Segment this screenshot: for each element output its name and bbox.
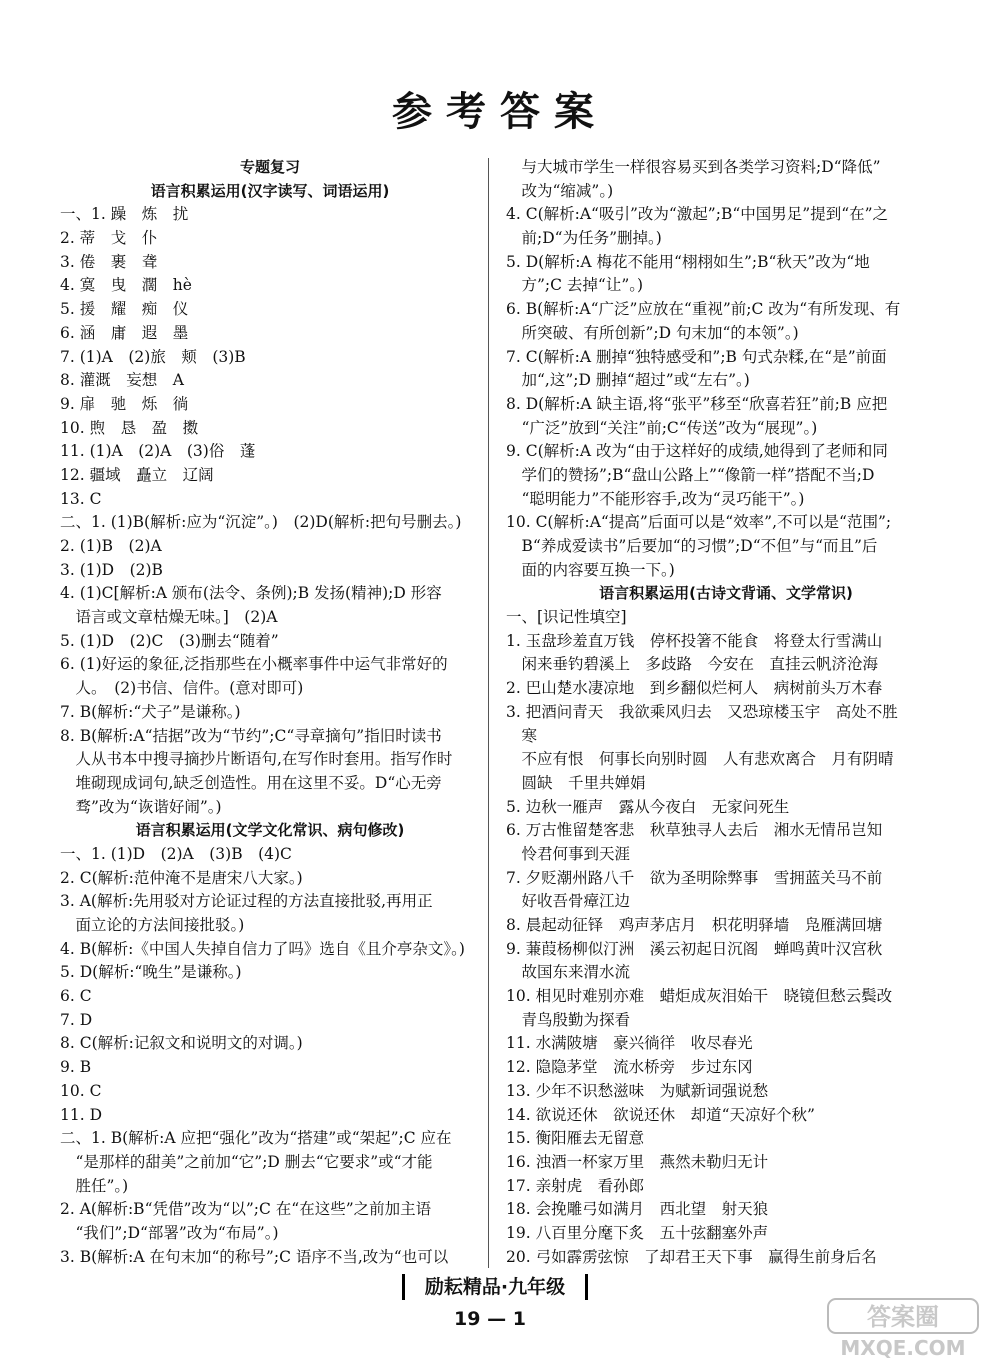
- answer-line: 3. A(解析:先用驳对方论证过程的方法直接批驳,再用正: [60, 892, 433, 911]
- answer-line: 8. D(解析:A 缺主语,将“张平”移至“欣喜若狂”前;B 应把: [506, 394, 888, 413]
- answer-line: 11. (1)A (2)A (3)俗 蓬: [60, 442, 256, 461]
- answer-line: 15. 衡阳雁去无留意: [506, 1129, 645, 1148]
- answer-line: 2. 巴山楚水凄凉地 到乡翻似烂柯人 病树前头万木春: [506, 679, 883, 698]
- answer-line: 6. 涵 庸 遐 墨: [60, 323, 189, 342]
- answer-line: 二、1. B(解析:A 应把“强化”改为“搭建”或“架起”;C 应在: [60, 1129, 452, 1148]
- answer-line: 二、1. (1)B(解析:应为“沉淀”。) (2)D(解析:把句号删去。): [60, 513, 462, 532]
- answer-line: 寒: [506, 726, 538, 745]
- answer-line: 16. 浊酒一杯家万里 燕然未勒归无计: [506, 1152, 769, 1171]
- answer-line: 一、1. 躁 炼 扰: [60, 205, 189, 224]
- answer-line: 3. (1)D (2)B: [60, 560, 163, 579]
- answer-line: 3. 倦 裹 聋: [60, 252, 158, 271]
- answer-line: “我们”;D“部署”改为“布局”。): [60, 1223, 279, 1242]
- answer-line: 6. 万古惟留楚客悲 秋草独寻人去后 湘水无情吊岂知: [506, 821, 883, 840]
- answer-line: 不应有恨 何事长向别时圆 人有悲欢离合 月有阴晴: [506, 750, 894, 769]
- answer-line: “是那样的甜美”之前加“它”;D 删去“它要求”或“才能: [60, 1152, 433, 1171]
- answer-line: 语言或文章枯燥无味。] (2)A: [60, 608, 278, 627]
- section-heading: 语言积累运用(古诗文背诵、文学常识): [599, 584, 853, 603]
- answer-line: “广泛”放到“关注”前;C“传送”改为“展现”。): [506, 418, 818, 437]
- answer-line: 人从书本中搜寻摘抄片断语句,在写作时套用。指写作时: [60, 750, 453, 769]
- section-heading: 语言积累运用(汉字读写、词语运用): [150, 181, 390, 200]
- watermark-top: 答案圈: [867, 1303, 939, 1331]
- answer-line: 学们的赞扬”;B“盘山公路上”“像箭一样”搭配不当;D: [506, 465, 875, 484]
- answer-line: 8. B(解析:A“拮据”改为“节约”;C“寻章摘句”指旧时读书: [60, 726, 442, 745]
- answer-line: 9. 蒹葭杨柳似汀洲 溪云初起日沉阁 蝉鸣黄叶汉宫秋: [506, 939, 883, 958]
- answer-line: 11. D: [60, 1105, 103, 1124]
- answer-line: 6. B(解析:A“广泛”应放在“重视”前;C 改为“有所发现、有: [506, 300, 901, 319]
- answer-line: 4. (1)C[解析:A 颁布(法令、条例);B 发扬(精神);D 形容: [60, 584, 442, 603]
- answer-line: “聪明能力”不能形容手,改为“灵巧能干”。): [506, 489, 805, 508]
- left-column: [60, 156, 480, 1269]
- footer-brand: 励耘精品·九年级: [402, 1274, 588, 1300]
- answer-line: 2. 蒂 戈 仆: [60, 229, 158, 248]
- answer-line: 5. 援 耀 痴 仪: [60, 300, 189, 319]
- answer-line: 10. C(解析:A“提高”后面可以是“效率”,不可以是“范围”;: [506, 513, 892, 532]
- answer-line: 前;D“为任务”删掉。): [506, 229, 662, 248]
- answer-line: 方”;C 去掉“让”。): [506, 276, 644, 295]
- answer-line: 2. C(解析:范仲淹不是唐宋八大家。): [60, 868, 303, 887]
- answer-line: 面的内容要互换一下。): [506, 560, 675, 579]
- answer-line: 所突破、有所创新”;D 句末加“的本领”。): [506, 323, 799, 342]
- answer-line: 改为“缩减”。): [506, 181, 614, 200]
- answer-line: 青鸟殷勤为探看: [506, 1010, 631, 1029]
- answer-line: 3. 把酒问青天 我欲乘风归去 又恐琼楼玉宇 高处不胜: [506, 702, 898, 721]
- answer-line: 9. 扉 驰 烁 徜: [60, 394, 189, 413]
- answer-line: 故国东来渭水流: [506, 963, 631, 982]
- answer-line: 14. 欲说还休 欲说还休 却道“天凉好个秋”: [506, 1105, 815, 1124]
- answer-line: 圆缺 千里共婵娟: [506, 773, 646, 792]
- answer-line: 4. 寞 曳 濶 hè: [60, 276, 192, 295]
- watermark-bottom: MXQE.COM: [840, 1336, 966, 1360]
- answer-line: 5. D(解析:“晚生”是谦称。): [60, 963, 242, 982]
- answer-line: 11. 水满陂塘 豪兴徜徉 收尽春光: [506, 1034, 753, 1053]
- answer-line: 8. 晨起动征铎 鸡声茅店月 枳花明驿墙 凫雁满回塘: [506, 916, 883, 934]
- answer-line: 堆砌现成词句,缺乏创造性。用在这里不妥。D“心无旁: [60, 773, 442, 792]
- answer-line: 10. 相见时难别亦难 蜡炬成灰泪始干 晓镜但愁云鬓改: [506, 987, 893, 1006]
- answer-line: 一、[识记性填空]: [506, 608, 627, 627]
- answer-line: 10. 煦 恳 盈 擞: [60, 418, 199, 437]
- answer-line: 18. 会挽雕弓如满月 西北望 射天狼: [506, 1200, 769, 1219]
- column-divider: [488, 158, 489, 1268]
- answer-line: 人。 (2)书信、信件。(意对即可): [60, 679, 304, 698]
- answer-line: 9. C(解析:A 改为“由于这样好的成绩,她得到了老师和同: [506, 442, 888, 461]
- answer-line: 6. (1)好运的象征,泛指那些在小概率事件中运气非常好的: [60, 655, 448, 674]
- answer-line: 胜任”。): [60, 1176, 129, 1195]
- answer-line: 骛”改为“诙谐好闹”。): [60, 797, 222, 816]
- answer-line: 面立论的方法间接批驳。): [60, 916, 245, 934]
- answer-line: 17. 亲射虎 看孙郎: [506, 1176, 645, 1195]
- answer-line: 3. B(解析:A 在句末加“的称号”;C 语序不当,改为“也可以: [60, 1247, 449, 1266]
- answer-line: 7. D: [60, 1010, 93, 1029]
- answer-line: 6. C: [60, 987, 92, 1006]
- answer-line: 一、1. (1)D (2)A (3)B (4)C: [60, 844, 292, 863]
- answer-line: B“养成爱读书”后要加“的习惯”;D“不但”与“而且”后: [506, 537, 878, 555]
- answer-line: 2. (1)B (2)A: [60, 537, 162, 555]
- right-column: [506, 156, 946, 1269]
- section-heading: 专题复习: [239, 158, 300, 176]
- answer-line: 8. 灌溉 妄想 A: [60, 371, 184, 390]
- answer-line: 13. C: [60, 489, 102, 508]
- answer-line: 13. 少年不识愁滋味 为赋新词强说愁: [506, 1081, 769, 1100]
- answer-line: 7. (1)A (2)旅 颊 (3)B: [60, 347, 246, 366]
- answer-line: 9. B: [60, 1058, 92, 1077]
- watermark-logo: [824, 1295, 984, 1361]
- answer-line: 10. C: [60, 1081, 102, 1100]
- page-number: 19 — 1: [454, 1308, 526, 1330]
- answer-line: 4. B(解析:《中国人失掉自信力了吗》选自《且介亭杂文》。): [60, 939, 465, 958]
- page-title: 参考答案: [392, 89, 608, 135]
- section-heading: 语言积累运用(文学文化常识、病句修改): [135, 821, 405, 840]
- answer-line: 8. C(解析:记叙文和说明文的对调。): [60, 1034, 303, 1053]
- answer-line: 1. 玉盘珍羞直万钱 停杯投箸不能食 将登太行雪满山: [506, 631, 883, 650]
- answer-line: 与大城市学生一样很容易买到各类学习资料;D“降低”: [506, 158, 881, 176]
- answer-line: 怜君何事到天涯: [506, 844, 631, 863]
- answer-line: 19. 八百里分麾下炙 五十弦翻塞外声: [506, 1223, 769, 1242]
- answer-line: 12. 隐隐茅堂 流水桥旁 步过东冈: [506, 1058, 753, 1077]
- answer-line: 加“,这”;D 删掉“超过”或“左右”。): [506, 371, 750, 390]
- answer-line: 5. (1)D (2)C (3)删去“随着”: [60, 631, 279, 650]
- answer-line: 7. C(解析:A 删掉“独特感受和”;B 句式杂糅,在“是”前面: [506, 347, 887, 366]
- answer-line: 12. 疆域 矗立 辽阔: [60, 465, 214, 484]
- answer-line: 好收吾骨瘴江边: [506, 892, 631, 911]
- answer-line: 7. B(解析:“犬子”是谦称。): [60, 702, 241, 721]
- answer-line: 5. 边秋一雁声 露从今夜白 无家问死生: [506, 797, 790, 816]
- answer-line: 闲来垂钓碧溪上 多歧路 今安在 直挂云帆济沧海: [506, 655, 879, 674]
- answer-line: 5. D(解析:A 梅花不能用“栩栩如生”;B“秋天”改为“地: [506, 252, 870, 271]
- answer-line: 20. 弓如霹雳弦惊 了却君王天下事 赢得生前身后名: [506, 1247, 877, 1266]
- answer-line: 7. 夕贬潮州路八千 欲为圣明除弊事 雪拥蓝关马不前: [506, 868, 883, 887]
- answer-line: 4. C(解析:A“吸引”改为“激起”;B“中国男足”提到“在”之: [506, 205, 889, 224]
- answer-line: 2. A(解析:B“凭借”改为“以”;C 在“在这些”之前加主语: [60, 1200, 432, 1219]
